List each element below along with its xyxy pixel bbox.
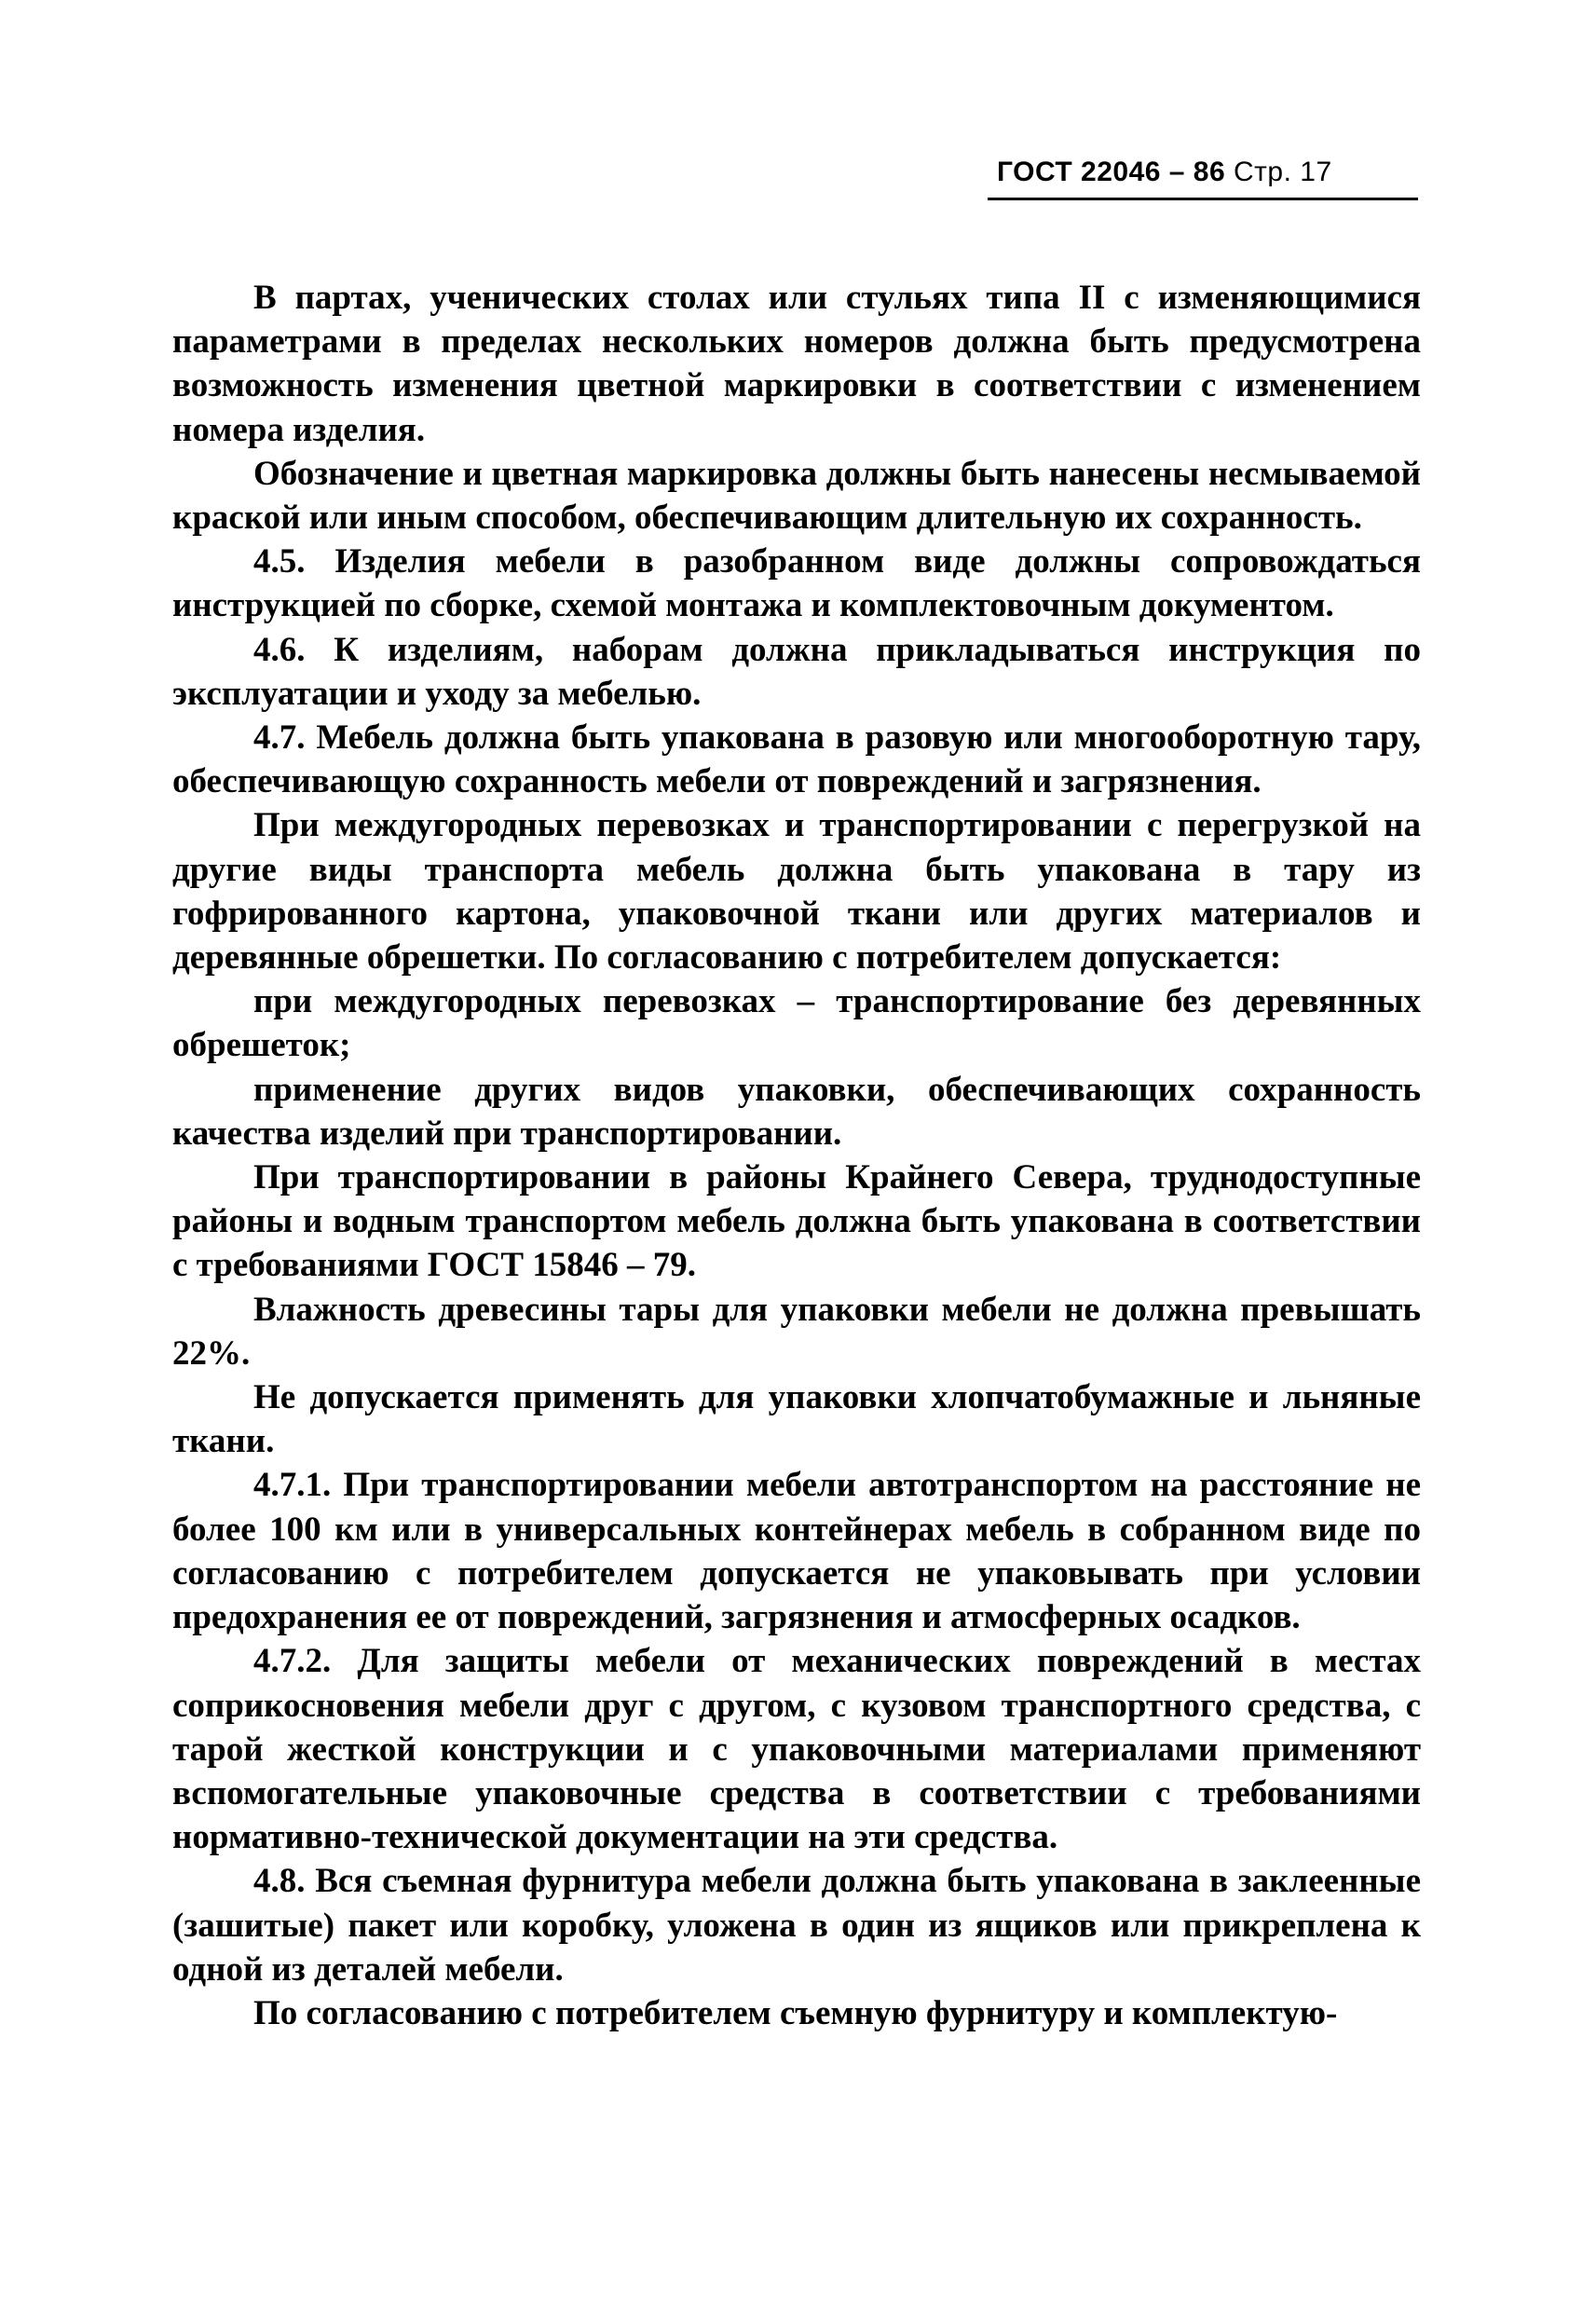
paragraph: при междугородных перевозках – транспортирование без деревянных обрешеток; <box>172 982 1421 1065</box>
paragraph: Влажность древесины тары для упаковки мебели не должна превышать 22%. <box>172 1290 1421 1373</box>
paragraph: 4.7. Мебель должна быть упакована в разовую или многооборотную тару, обеспечивающую сохранность мебели от повреждений и загрязнения. <box>172 718 1421 801</box>
page-header <box>997 153 1416 192</box>
paragraph: По согласованию с потребителем съемную фурнитуру и комплектую- <box>253 1993 1338 2032</box>
paragraph: При транспортировании в районы Крайнего Севера, труднодоступные районы и водным транспортом мебель должна быть упакована в соответствии с требованиями ГОСТ 15846 – 79. <box>172 1158 1421 1285</box>
paragraph: 4.6. К изделиям, наборам должна прикладываться инструкция по эксплуатации и уходу за мебелью. <box>172 630 1421 713</box>
paragraph: При междугородных перевозках и транспортировании с перегрузкой на другие виды транспорта мебель должна быть упакована в тару из гофрированного картона, упаковочной ткани или других материалов и деревянные обрешетки. По согласованию с потребителем допускается: <box>172 806 1421 978</box>
page-number: Стр. 17 <box>1234 157 1332 187</box>
header-rule <box>988 198 1418 200</box>
document-body <box>172 276 1421 2035</box>
paragraph: Не допускается применять для упаковки хлопчатобумажные и льняные ткани. <box>172 1378 1421 1461</box>
paragraph: Обозначение и цветная маркировка должны быть нанесены несмываемой краской или иным способом, обеспечивающим длительную их сохранность. <box>172 454 1421 538</box>
paragraph: применение других видов упаковки, обеспечивающих сохранность качества изделий при транспортировании. <box>172 1070 1421 1153</box>
paragraph: 4.7.1. При транспортировании мебели автотранспортом на расстояние не более 100 км или в универсальных контейнерах мебель в собранном виде по согласованию с потребителем допускается не упаковывать при условии предохранения ее от повреждений, загрязнения и атмосферных осадков. <box>172 1466 1421 1637</box>
paragraph: 4.5. Изделия мебели в разобранном виде должны сопровождаться инструкцией по сборке, схемой монтажа и комплектовочным документом. <box>172 542 1421 625</box>
paragraph: 4.7.2. Для защиты мебели от механических повреждений в местах соприкосновения мебели друг с другом, с кузовом транспортного средства, с тарой жесткой конструкции и с упаковочными материалами применяют вспомогательные упаковочные средства в соответствии с требованиями нормативно-технической документации на эти средства. <box>172 1642 1421 1857</box>
paragraph: В партах, ученических столах или стульях типа II с изменяющимися параметрами в пределах нескольких номеров должна быть предусмотрена возможность изменения цветной маркировки в соответствии с изменением номера изделия. <box>172 279 1421 449</box>
document-number: ГОСТ 22046 – 86 <box>997 157 1226 187</box>
paragraph: 4.8. Вся съемная фурнитура мебели должна быть упакована в заклеенные (зашитые) пакет или коробку, уложена в один из ящиков или прикреплена к одной из деталей мебели. <box>172 1862 1421 1989</box>
